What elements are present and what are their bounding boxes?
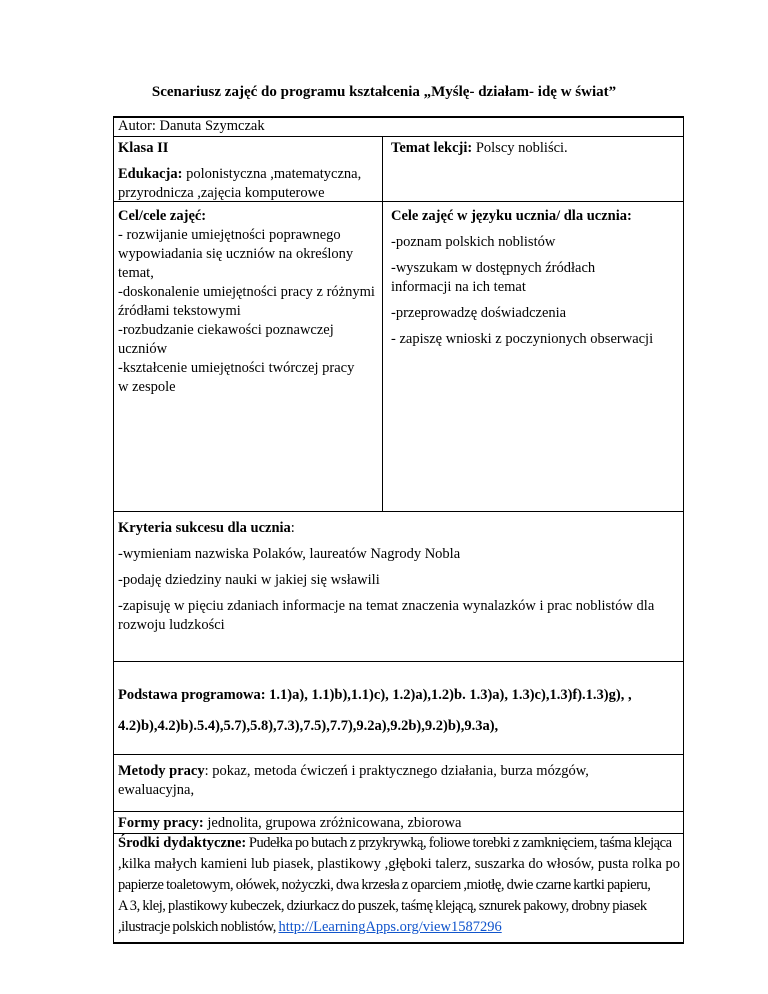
goals-header: Cel/cele zajęć: <box>118 208 207 224</box>
goal-item: -doskonalenie umiejętności pracy z różnymi źródłami tekstowymi <box>118 284 375 319</box>
student-goal-item: - zapiszę wnioski z poczynionych obserwacji <box>391 331 654 347</box>
goals-row <box>114 201 683 511</box>
aids-line: ,kilka małych kamieni lub piasek, plastikowy ,głęboki talerz, suszarka do włosów, pusta rolka po <box>118 856 681 872</box>
class-topic-row <box>114 136 683 201</box>
curriculum-label: Podstawa programowa: <box>118 687 266 703</box>
learningapps-link[interactable]: http://LearningApps.org/view1587296 <box>278 919 502 935</box>
goal-item: -rozbudzanie ciekawości poznawczej uczniów <box>118 322 334 357</box>
topic-text <box>391 139 568 158</box>
topic-value: Polscy nobliści. <box>472 140 568 156</box>
topic-label: Temat lekcji: <box>391 140 473 156</box>
education-label: Edukacja: <box>118 166 183 182</box>
student-goals-cell <box>382 202 683 511</box>
curriculum-line-1: Podstawa programowa: 1.1)a), 1.1)b),1.1)c), 1.2)a),1.2)b. 1.3)a), 1.3)c),1.3)f).1.3)g), , <box>118 687 632 703</box>
methods-value: : pokaz, metoda ćwiczeń i praktycznego działania, burza mózgów, ewaluacyjna, <box>118 763 589 798</box>
author-row <box>114 118 683 136</box>
methods-row <box>114 754 683 811</box>
goals-cell <box>114 202 382 511</box>
aids-line: Środki dydaktyczne: Pudełka po butach z przykrywką, foliowe torebki z zamknięciem, taśma klejąca <box>118 835 672 851</box>
forms-label: Formy pracy: <box>118 815 204 831</box>
class-label: Klasa II <box>118 140 169 156</box>
student-goals-header: Cele zajęć w języku ucznia/ dla ucznia: <box>391 208 632 224</box>
student-goal-item: -poznam polskich noblistów <box>391 234 556 250</box>
criteria-item: -wymieniam nazwiska Polaków, laureatów Nagrody Nobla <box>118 546 461 562</box>
student-goal-item: -wyszukam w dostępnych źródłach informacji na ich temat <box>391 260 596 295</box>
education-text <box>118 165 380 203</box>
criteria-heading: Kryteria sukcesu dla ucznia: <box>118 520 295 536</box>
forms-text <box>118 814 461 833</box>
goal-item: -kształcenie umiejętności twórczej pracy w zespole <box>118 360 355 395</box>
topic-cell <box>382 137 683 201</box>
methods-label: Metody pracy <box>118 763 205 779</box>
forms-row <box>114 811 683 833</box>
class-cell <box>114 137 382 201</box>
author: Autor: Danuta Szymczak <box>118 118 265 134</box>
aids-line: A 3, klej, plastikowy kubeczek, dziurkacz do puszek, taśmę klejącą, sznurek pakowy, drobny piasek <box>118 898 647 914</box>
teaching-aids-row <box>114 833 683 942</box>
aids-label: Środki dydaktyczne: <box>118 835 247 851</box>
methods-text <box>118 762 658 800</box>
criteria-item: -zapisuję w pięciu zdaniach informacje na temat znaczenia wynalazków i prac noblistów dla rozwoju ludzkości <box>118 598 655 633</box>
criteria-label: Kryteria sukcesu dla ucznia <box>118 520 291 536</box>
forms-value: jednolita, grupowa zróżnicowana, zbiorowa <box>203 815 462 831</box>
document-title: Scenariusz zajęć do programu kształcenia „Myślę- działam- idę w świat” <box>151 84 617 100</box>
goal-item: - rozwijanie umiejętności poprawnego wypowiadania się uczniów na określony temat, <box>118 227 354 281</box>
lesson-plan-table <box>113 116 684 944</box>
success-criteria-row <box>114 511 683 661</box>
aids-line: papierze toaletowym, ołówek, nożyczki, dwa krzesła z oparciem ,miotłę, dwie czarne kartki papieru, <box>118 877 651 893</box>
criteria-item: -podaję dziedziny nauki w jakiej się wsławili <box>118 572 380 588</box>
aids-line: ,ilustracje polskich noblistów, http://LearningApps.org/view1587296 <box>118 919 502 935</box>
student-goal-item: -przeprowadzę doświadczenia <box>391 305 567 321</box>
curriculum-line-2: 4.2)b),4.2)b).5.4),5.7),5.8),7.3),7.5),7.7),9.2a),9.2b),9.2)b),9.3a), <box>118 718 499 734</box>
curriculum-row <box>114 661 683 754</box>
education-value: polonistyczna ,matematyczna, przyrodnicza ,zajęcia komputerowe <box>118 166 362 201</box>
